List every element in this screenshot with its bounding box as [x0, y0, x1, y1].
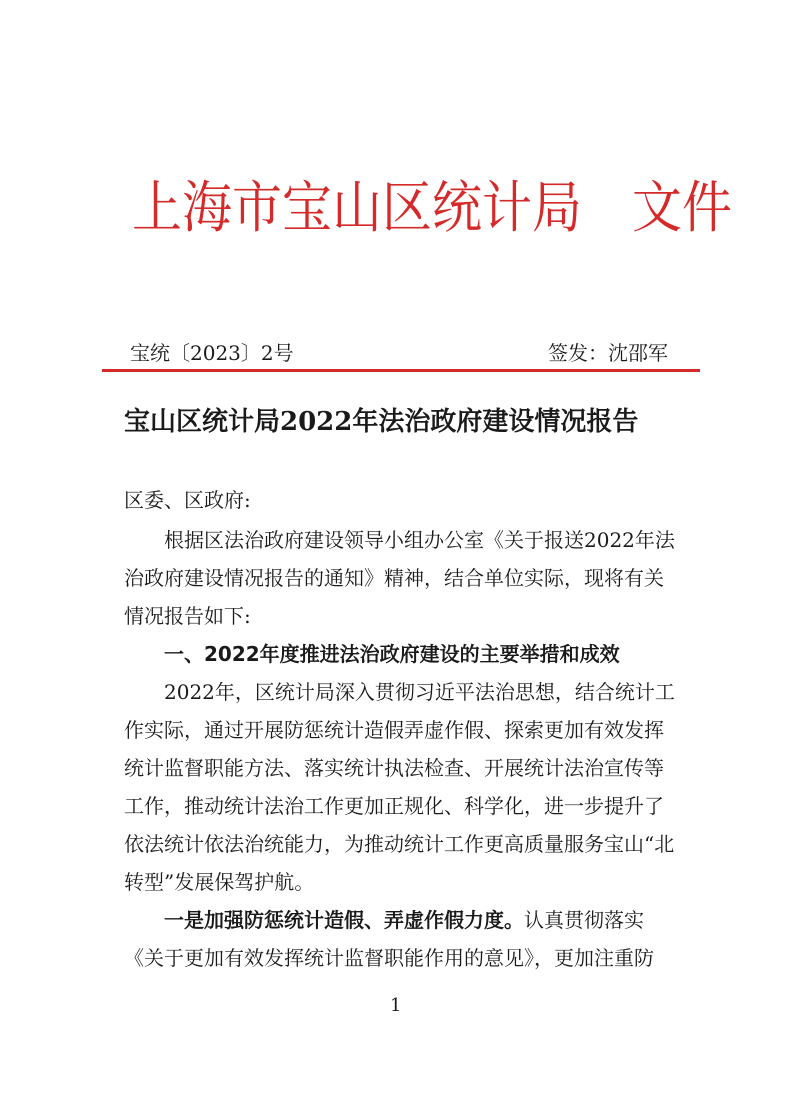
point-one-text: 认真贯彻落实: [524, 908, 644, 932]
header-divider: [102, 369, 700, 372]
section-line-6: 转型”发展保驾护航。: [124, 870, 315, 894]
salutation: 区委、区政府:: [124, 488, 251, 512]
document-number: 宝统〔2023〕2号: [130, 341, 294, 365]
section-line-1: 2022年，区统计局深入贯彻习近平法治思想，结合统计工: [124, 680, 675, 704]
section-line-4: 工作，推动统计法治工作更加正规化、科学化，进一步提升了: [124, 794, 664, 818]
section-line-2: 作实际，通过开展防惩统计造假弄虚作假、探索更加有效发挥: [124, 718, 664, 742]
intro-line-3: 情况报告如下:: [124, 604, 251, 628]
signer: 签发：沈邵军: [548, 341, 668, 365]
point-one-heading: 一是加强防惩统计造假、弄虚作假力度。: [124, 908, 524, 932]
document-title: 宝山区统计局2022年法治政府建设情况报告: [124, 407, 639, 437]
point-one-continuation: 《关于更加有效发挥统计监督职能作用的意见》，更加注重防: [124, 946, 654, 970]
point-one-line: [124, 906, 644, 934]
section-line-3: 统计监督职能方法、落实统计执法检查、开展统计法治宣传等: [124, 756, 664, 780]
section-heading: 一、2022年度推进法治政府建设的主要举措和成效: [124, 642, 620, 666]
section-line-5: 依法统计依法治统能力，为推动统计工作更高质量服务宝山“北: [124, 832, 675, 856]
page-number: 1: [390, 995, 402, 1016]
intro-line-2: 治政府建设情况报告的通知》精神，结合单位实际，现将有关: [124, 566, 664, 590]
intro-line-1: 根据区法治政府建设领导小组办公室《关于报送2022年法: [124, 528, 675, 552]
org-header-title: 上海市宝山区统计局 文件: [132, 175, 732, 241]
